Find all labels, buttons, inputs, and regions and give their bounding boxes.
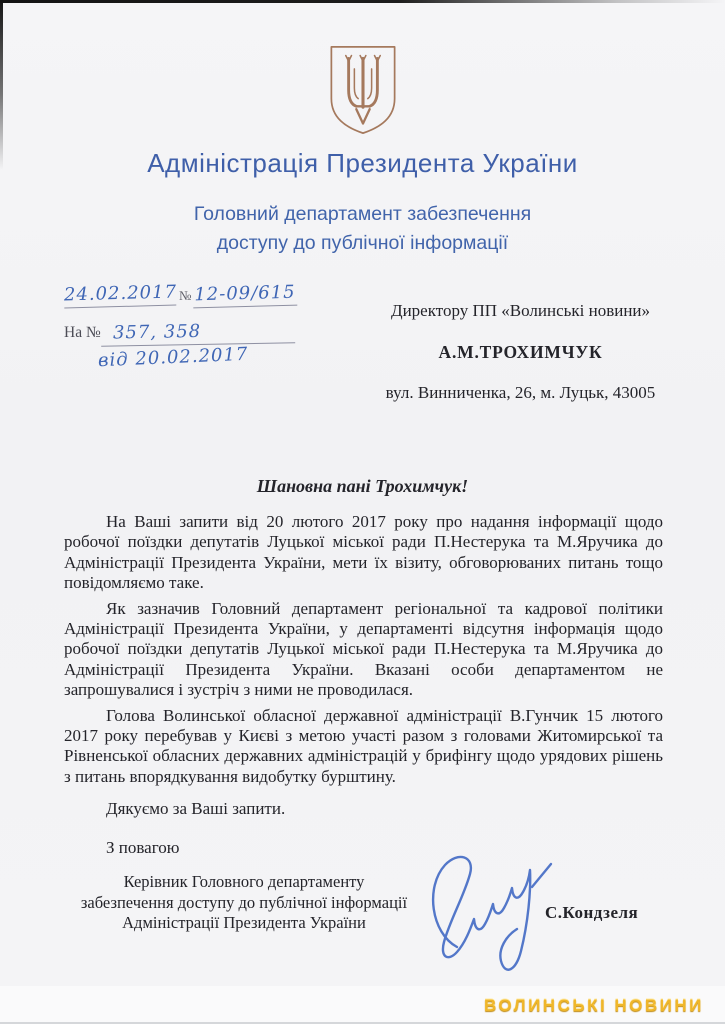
signer-title-block: [48, 872, 440, 934]
recipient-address: вул. Винниченка, 26, м. Луцьк, 43005: [385, 383, 656, 402]
reply-numbers-handwritten: 357, 358: [101, 319, 295, 346]
reference-row-outgoing: [64, 283, 309, 307]
body-paragraph-3: Голова Волинської обласної державної адміністрації В.Гунчик 15 лютого 2017 року перебував у Києві з метою участі разом з головами Житомирської та Рівненської обласних державних адміністрацій у брифінгу щодо урядових рішень з питань впорядкування видобутку бурштину.: [64, 705, 663, 786]
news-watermark: ВОЛИНСЬКІ НОВИНИ: [484, 996, 704, 1015]
recipient-role: Директору ПП «Волинські новини»: [390, 301, 651, 320]
outgoing-number-handwritten: 12-09/615: [193, 282, 298, 309]
organization-title: Адміністрація Президента України: [147, 148, 578, 178]
salutation: Шановна пані Трохимчук!: [256, 476, 469, 496]
body-paragraph-1: На Ваші запити від 20 лютого 2017 року про надання інформації щодо робочої поїздки депутатів Луцької міської ради П.Нестерука та М.Яручика до Адміністрації Президента України, мети їх візиту, обговорюваних питань тощо повідомляємо таке.: [64, 512, 663, 593]
department-subtitle-line1: Головний департамент забезпечення: [193, 203, 532, 225]
scan-edge-left: [0, 0, 3, 170]
recipient-block: [368, 301, 673, 403]
signer-title-line1: Керівник Головного департаменту: [123, 872, 365, 891]
closing-line: З повагою: [106, 837, 180, 857]
reference-row-reply: [64, 321, 309, 345]
number-sign-label: №: [179, 288, 192, 303]
department-subtitle-line2: доступу до публічної інформації: [216, 232, 509, 254]
reference-block: [63, 281, 309, 372]
outgoing-date-handwritten: 24.02.2017: [64, 282, 177, 309]
recipient-name: А.М.ТРОХИМЧУК: [438, 342, 603, 362]
signer-name: С.Кондзеля: [545, 903, 639, 922]
reply-date-handwritten: від 20.02.2017: [97, 343, 249, 372]
signer-title-line3: Адміністрації Президента України: [122, 913, 366, 932]
thanks-line: Дякуємо за Ваші запити.: [106, 799, 286, 819]
letter-body: [64, 512, 663, 863]
tryzub-coat-of-arms-icon: [323, 44, 403, 136]
department-subtitle: [0, 200, 725, 258]
body-paragraph-2: Як зазначив Головний департамент регіональної та кадрової політики Адміністрації Президента України, у департаменті відсутня інформація щодо робочої поїздки депутатів Луцької міської ради П.Нестерука та М.Яручика до Адміністрації Президента України. Вказані особи департаментом не запрошувалися і зустріч з ними не проводилася.: [64, 598, 663, 700]
signer-title-line2: забезпечення доступу до публічної інформації: [80, 892, 408, 912]
scan-edge-top: [0, 0, 725, 3]
handwritten-signature-icon: [423, 843, 563, 993]
reply-to-label: На №: [64, 324, 101, 341]
